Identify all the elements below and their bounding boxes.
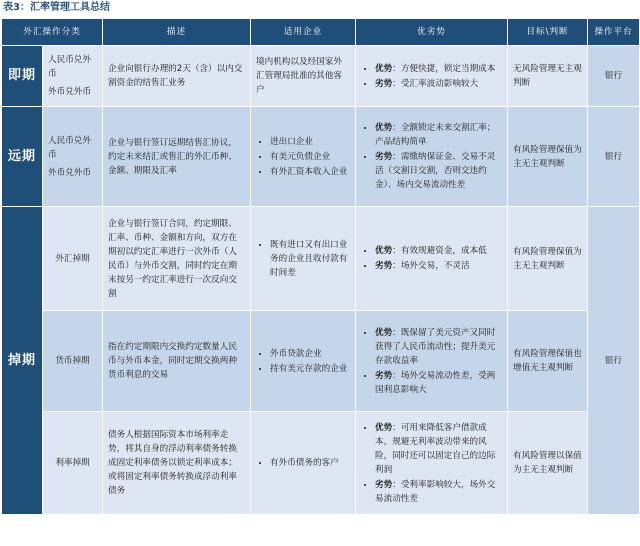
subcategory-fx-swap: 外汇掉期 xyxy=(43,207,103,311)
pros-cons-spot xyxy=(356,46,508,107)
header-platform: 操作平台 xyxy=(588,19,640,46)
subcategory-rate-swap: 利率掉期 xyxy=(43,412,103,515)
pros-cons-forward xyxy=(356,107,508,207)
category-forward: 远期 xyxy=(2,107,43,207)
category-spot: 即期 xyxy=(2,46,43,107)
applicable-item: • 有外汇资本收入企业 xyxy=(270,165,350,179)
target-rate-swap: 有风险管理以保值为主无主观判断 xyxy=(508,412,588,515)
applicable-spot: 境内机构以及经国家外汇管理局批准的其他客户 xyxy=(251,46,356,107)
applicable-item: • 既有进口又有出口业务的企业且收付款有时间差 xyxy=(270,238,350,280)
category-swap: 掉期 xyxy=(2,207,43,515)
applicable-item: • 持有美元存款的企业 xyxy=(270,362,350,376)
pros-item: • 优势：全额锁定未来交割汇率；产品结构简单 xyxy=(375,121,502,149)
target-currency-swap: 有风险管理保值也增值无主观判断 xyxy=(508,311,588,412)
table-title: 表3：汇率管理工具总结 xyxy=(3,2,110,13)
header-category: 外汇操作分类 xyxy=(2,19,103,46)
platform-forward: 银行 xyxy=(588,107,640,207)
pros-cons-fx-swap xyxy=(356,207,508,311)
applicable-rate-swap xyxy=(251,412,356,515)
target-fx-swap: 有风险管理保值为主无主观判断 xyxy=(508,207,588,311)
cons-item: • 劣势：受利率影响较大，场外交易流动性差 xyxy=(375,478,502,506)
pros-item: • 优势：有效规避资金，成本低 xyxy=(375,244,502,258)
currency-types-forward xyxy=(43,107,103,207)
pros-cons-rate-swap xyxy=(356,412,508,515)
applicable-item: • 有美元负债企业 xyxy=(270,150,350,164)
currency-type: 人民币兑外币 xyxy=(48,55,91,79)
description-currency-swap: 指在约定期限内交换约定数量人民币与外币本金，同时定期交换两种货币利息的交易 xyxy=(103,311,251,412)
cons-item: • 劣势：场外交易，不灵活 xyxy=(375,259,502,273)
applicable-item: • 进出口企业 xyxy=(270,135,350,149)
currency-type: 外币兑外币 xyxy=(48,87,91,97)
platform-spot: 银行 xyxy=(588,46,640,107)
table-row-spot xyxy=(2,46,640,107)
table-row-fx-swap xyxy=(2,207,640,311)
cons-item: • 劣势：受汇率波动影响较大 xyxy=(375,77,502,91)
target-forward: 有风险管理保值为主无主观判断 xyxy=(508,107,588,207)
currency-type: 外币兑外币 xyxy=(48,167,91,178)
applicable-currency-swap xyxy=(251,311,356,412)
description-spot: 企业向银行办理的2天（含）以内交割资金的结售汇业务 xyxy=(103,46,251,107)
header-pros-cons: 优劣势 xyxy=(356,19,508,46)
pros-cons-currency-swap xyxy=(356,311,508,412)
pros-item: • 优势：方便快捷，锁定当期成本 xyxy=(375,62,502,76)
subcategory-currency-swap: 货币掉期 xyxy=(43,311,103,412)
table-row-currency-swap xyxy=(2,311,640,412)
pros-item: • 优势：可用来降低客户借款成本，规避无利率波动带来的风险，同时还可以固定自己的边际利润 xyxy=(375,421,502,477)
header-description: 描述 xyxy=(103,19,251,46)
target-spot: 无风险管理无主观判断 xyxy=(508,46,588,107)
table-row-forward xyxy=(2,107,640,207)
pros-item: • 优势：既保留了美元资产又同时获得了人民币流动性；提升美元存款收益率 xyxy=(375,326,502,368)
currency-type: 人民币兑外币 xyxy=(48,135,91,160)
header-row xyxy=(2,19,640,46)
cons-item: • 劣势：场外交易流动性差，受两国利息影响大 xyxy=(375,369,502,397)
platform-swap: 银行 xyxy=(588,207,640,515)
cons-item: • 劣势：需缴纳保证金、交易不灵活（交割日交割，否则交违约金）、场内交易流动性差 xyxy=(375,150,502,192)
header-target: 目标\判断 xyxy=(508,19,588,46)
description-forward: 企业与银行签订远期结售汇协议，约定未来结汇或售汇的外汇币种、金额、期限及汇率 xyxy=(103,107,251,207)
applicable-item: • 外币贷款企业 xyxy=(270,347,350,361)
description-rate-swap: 债务人根据国际资本市场利率走势，将其自身的浮动利率债务转换成固定利率债务以锁定利率成本；或将固定利率债务转换成浮动利率债务 xyxy=(103,412,251,515)
description-fx-swap: 企业与银行签订合同，约定期限、汇率、币种、金额和方向，双方在期初以约定汇率进行一次外币（人民币）与外币交割，同时约定在期末按另一约定汇率进行一次反向交割 xyxy=(103,207,251,311)
currency-types-spot xyxy=(43,46,103,107)
applicable-fx-swap xyxy=(251,207,356,311)
fx-tools-table xyxy=(1,18,640,515)
table-row-rate-swap xyxy=(2,412,640,515)
applicable-forward xyxy=(251,107,356,207)
header-applicable: 适用企业 xyxy=(251,19,356,46)
applicable-item: • 有外币债务的客户 xyxy=(270,456,350,470)
